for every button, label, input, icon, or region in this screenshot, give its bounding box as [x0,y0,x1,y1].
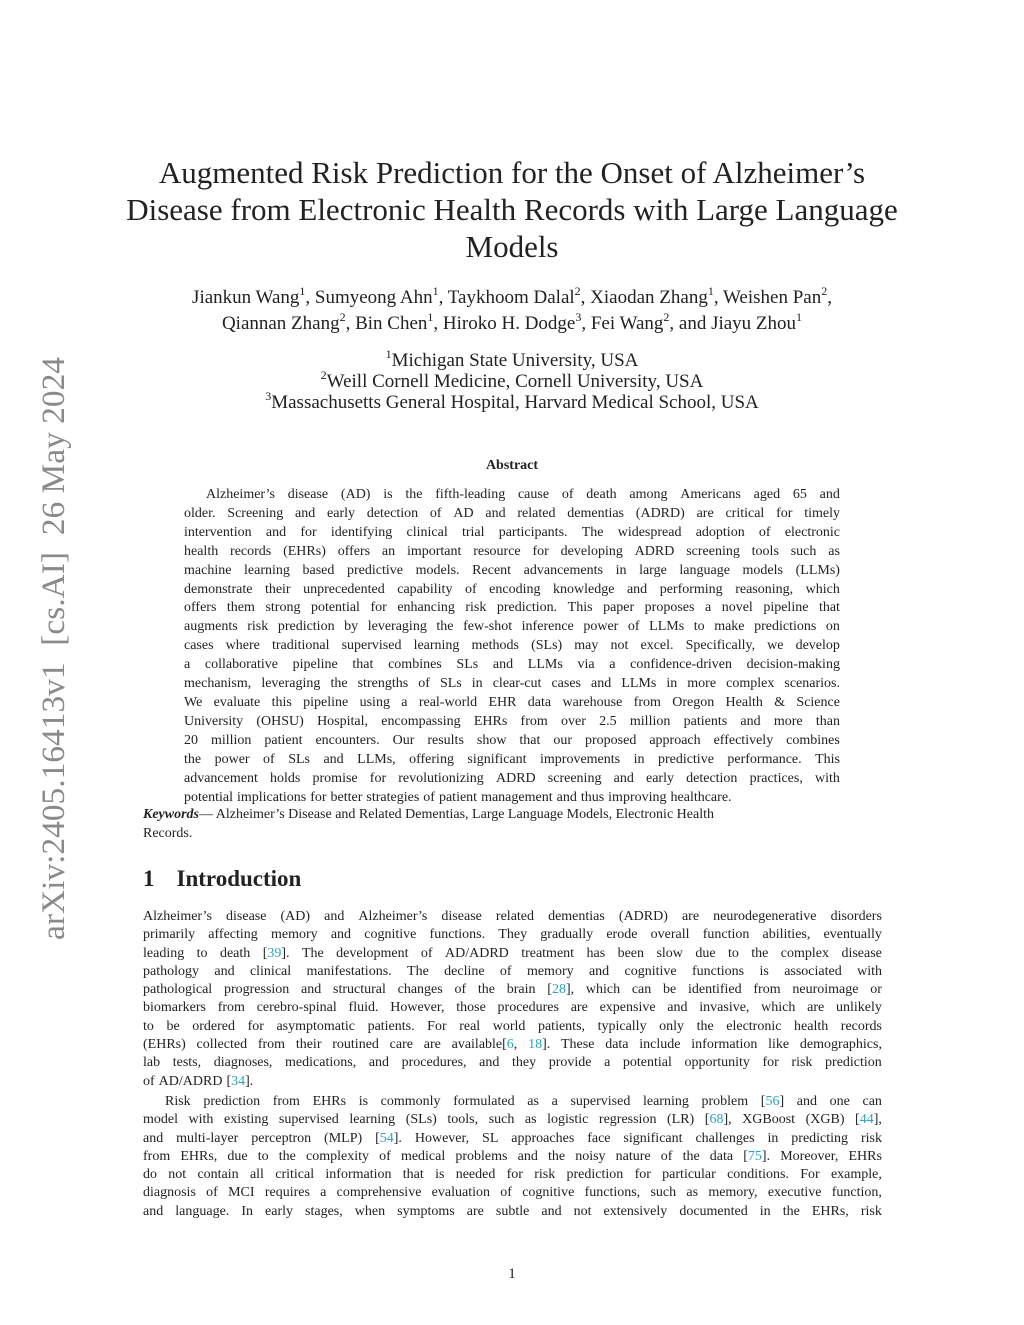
section-heading [143,866,301,892]
text-line: advancement holds promise for revolutionizing ADRD screening and early detection practices, with [184,770,840,786]
intro-paragraph-1 [143,908,882,1091]
text-line: from EHRs, due to the complexity of medical problems and the noisy nature of the data [75]. Moreover, EHRs [143,1148,882,1164]
citation-link[interactable]: 54 [379,1130,394,1146]
author [442,309,582,334]
text-line: a collaborative pipeline that combines SLs and LLMs via a confidence-driven decision-making [184,657,840,673]
text-line: the power of SLs and LLMs, offering significant improvements in predictive performance. This [184,751,840,767]
affiliation-text: Weill Cornell Medicine, Cornell University, USA [326,371,704,392]
text-line: University (OHSU) Hospital, encompassing EHRs from over 2.5 million patients and more than [184,713,840,729]
text-line: mechanism, leveraging the strengths of SLs in clear-cut cases and LLMs in more complex scenarios. [184,676,840,692]
text-line: leading to death [39]. The development of AD/ADRD treatment has been slow due to the complex disease [143,945,882,961]
text-line: to be ordered for asymptomatic patients. For real world patients, typically only the electronic health records [143,1018,882,1034]
author [723,283,828,308]
title-line: Augmented Risk Prediction for the Onset of Alzheimer’s [158,155,866,190]
text-line: lab tests, diagnoses, medications, and procedures, and they provide a potential opportunity for risk prediction [143,1055,882,1071]
citation-link[interactable]: 68 [709,1112,724,1128]
author [711,309,803,334]
text-line: intervention and for identifying clinical trial participants. The widespread adoption of electronic [184,524,840,540]
affiliation-text: Michigan State University, USA [391,350,639,371]
author-name: Sumyeong Ahn [314,287,433,308]
author-affiliation-number: 1 [432,283,439,298]
author-name: Taykhoom Dalal [447,287,575,308]
citation-link[interactable]: 44 [859,1112,874,1128]
text-line: machine learning based predictive models. Recent advancements in large language models (LLMs) [184,562,840,578]
affiliation [120,346,904,371]
author [221,309,346,334]
author-affiliation-number: 2 [574,283,581,298]
author [192,283,306,308]
keywords-text: Records. [143,826,193,841]
text-line: (EHRs) collected from their routined care are available[6, 18]. These data include information like demographics, [143,1037,882,1053]
author-name: Hiroko H. Dodge [442,313,576,334]
author-affiliation-number: 2 [339,309,346,324]
author-name: Qiannan Zhang [221,313,340,334]
text-line: offers them strong potential for enhancing risk prediction. This paper proposes a novel pipeline that [184,600,840,616]
paper-title [120,154,904,265]
citation-link[interactable]: 28 [551,982,566,998]
author-affiliation-number: 1 [796,309,803,324]
author-name: Jiankun Wang [192,287,300,308]
affiliation-number: 2 [320,367,327,382]
text-line: cases where traditional supervised learning methods (SLs) may not excel. Specifically, we develop [184,638,840,654]
title-line: Disease from Electronic Health Records with Large Language [126,192,898,227]
arxiv-identifier[interactable] [30,355,78,940]
text-line: and language. In early stages, when symptoms are subtle and not extensively documented in the EHRs, risk [143,1203,882,1219]
author-affiliation-number: 1 [707,283,714,298]
section-title: Introduction [176,866,302,891]
author-line: Jiankun Wang$^1$, Sumyeong Ahn$^1$, Taykhoom Dalal$^2$, Xiaodan Zhang$^1$, Weishen Pan$^2$, [192,283,832,308]
text-line: older. Screening and early detection of AD and related dementias (ADRD) are critical for timely [184,505,840,521]
author-name: Xiaodan Zhang [590,287,708,308]
author-affiliation-number: 1 [427,309,434,324]
page-number: 1 [508,1266,516,1282]
author-affiliation-number: 1 [299,283,306,298]
text-line: health records (EHRs) offers an important resource for developing ADRD screening tools such as [184,543,840,559]
affiliation-number: 3 [265,388,272,403]
citation-link[interactable]: 18 [528,1037,543,1053]
abstract-body [184,486,840,807]
author-list [120,285,904,337]
text-line: primarily affecting memory and cognitive functions. They gradually erode overall function abilities, eventually [143,927,882,943]
author-name: Weishen Pan [723,287,822,308]
text-line: and multi-layer perceptron (MLP) [54]. However, SL approaches face significant challenges in predicting risk [143,1130,882,1146]
text-line: biomarkers from cerebro-spinal fluid. However, those procedures are expensive and invasive, which are unlikely [143,1000,882,1016]
citation-link[interactable]: 34 [231,1073,246,1089]
text-line: pathological progression and structural changes of the brain [28], which can be identified from neuroimage or [143,982,882,998]
keywords [143,805,882,843]
text-line: Alzheimer’s disease (AD) is the fifth-leading cause of death among Americans aged 65 and [206,487,840,502]
author-name: Jiayu Zhou [711,313,797,334]
author-line: Qiannan Zhang$^2$, Bin Chen$^1$, Hiroko H. Dodge$^3$, Fei Wang$^2$, and Jiayu Zhou$^1$ [221,309,803,334]
author-affiliation-number: 2 [821,283,828,298]
author [314,283,439,308]
author [447,283,581,308]
text-line: augments risk prediction by leveraging the few-shot inference power of LLMs to make predictions on [184,619,840,635]
section-number: 1 [143,866,155,891]
author [355,309,434,334]
author-name: Bin Chen [355,313,428,334]
abstract-heading: Abstract [485,458,539,473]
text-line: We evaluate this pipeline using a real-world EHR data warehouse from Oregon Health & Science [184,694,840,710]
text-line: diagnosis of MCI requires a comprehensive evaluation of cognitive functions, such as memory, executive function, [143,1185,882,1201]
author-affiliation-number: 3 [575,309,582,324]
text-line: Alzheimer’s disease (AD) and Alzheimer’s disease related dementias (ADRD) are neurodegenerative disorders [143,909,882,924]
affiliation-list [120,346,904,413]
author [590,309,670,334]
citation-link[interactable]: 6 [506,1037,514,1053]
keywords-label: Keywords [143,807,199,822]
text-line: pathology and clinical manifestations. The decline of memory and cognitive functions is associated with [143,963,882,979]
text-line: model with existing supervised learning (SLs) tools, such as logistic regression (LR) [68], XGBoost (XGB) [44], [143,1112,882,1128]
author-affiliation-number: 2 [663,309,670,324]
intro-paragraph-2 [143,1093,882,1221]
affiliation-number: 1 [385,346,392,361]
keywords-text: — Alzheimer’s Disease and Related Dementias, Large Language Models, Electronic Health [199,807,714,822]
affiliation-text: Massachusetts General Hospital, Harvard Medical School, USA [271,392,759,413]
affiliation [120,367,904,392]
citation-link[interactable]: 75 [747,1148,762,1164]
text-line: potential implications for better strategies of patient management and thus improving healthcare. [184,789,732,805]
author-and: and [678,313,712,334]
text-line: do not contain all critical information that is needed for risk prediction for particular conditions. For example, [143,1167,882,1183]
affiliation [120,388,904,413]
text-line: of AD/ADRD [34]. [143,1073,254,1089]
arxiv-identifier-text: arXiv:2405.16413v1 [cs.AI] 26 May 2024 [36,364,72,940]
text-line: demonstrate their unprecedented capability of encoding knowledge and performing reasoning, which [184,581,840,597]
citation-link[interactable]: 39 [267,945,282,961]
title-line: Models [465,229,559,264]
citation-link[interactable]: 56 [765,1094,780,1109]
author-name: Fei Wang [590,313,664,334]
text-line: Risk prediction from EHRs is commonly formulated as a supervised learning problem [56] and one can [165,1094,882,1109]
author [590,283,714,308]
text-line: 20 million patient encounters. Our results show that our proposed approach effectively combines [184,732,840,748]
